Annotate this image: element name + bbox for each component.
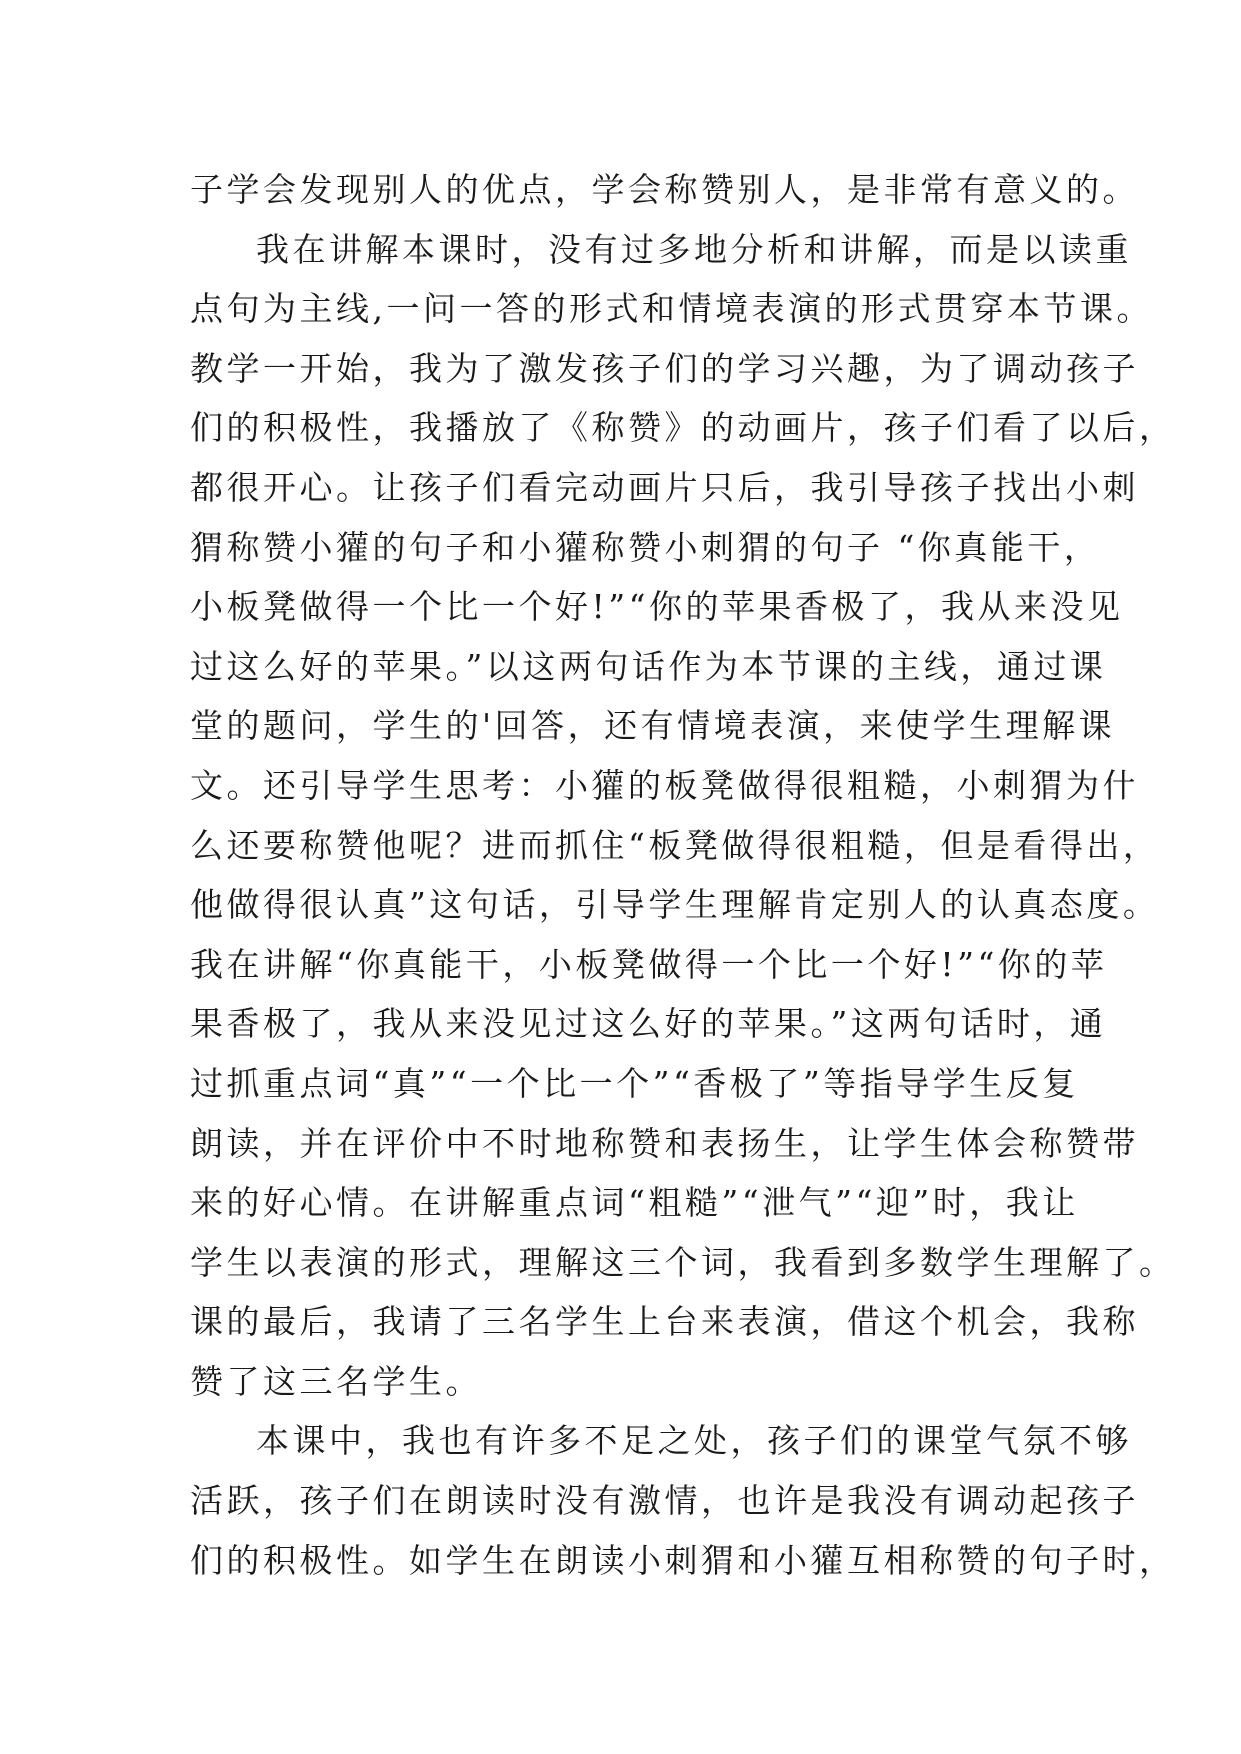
text-line: 教学一开始，我为了激发孩子们的学习兴趣，为了调动孩子 xyxy=(190,348,1139,388)
paragraph-start-line: 我在讲解本课时，没有过多地分析和讲解，而是以读重 xyxy=(256,229,1132,269)
text-line: 学生以表演的形式，理解这三个词，我看到多数学生理解了。 xyxy=(190,1242,1176,1282)
text-line: 堂的题问，学生的'回答，还有情境表演，来使学生理解课 xyxy=(190,706,1116,746)
text-line: 都很开心。让孩子们看完动画片只后，我引导孩子找出小刺 xyxy=(190,467,1139,507)
text-line: 猬称赞小獾的句子和小獾称赞小刺猬的句子 “你真能干， xyxy=(190,527,1101,567)
text-line: 过抓重点词“真”“一个比一个”“香极了”等指导学生反复 xyxy=(190,1063,1079,1103)
text-line: 我在讲解“你真能干，小板凳做得一个比一个好!”“你的苹 xyxy=(190,944,1108,984)
text-line: 他做得很认真”这句话，引导学生理解肯定别人的认真态度。 xyxy=(190,885,1160,925)
text-line: 来的好心情。在讲解重点词“粗糙”“泄气”“迎”时，我让 xyxy=(190,1183,1079,1223)
text-line: 课的最后，我请了三名学生上台来表演，借这个机会，我称 xyxy=(190,1302,1139,1342)
text-line: 文。还引导学生思考：小獾的板凳做得很粗糙，小刺猬为什 xyxy=(190,765,1139,805)
text-line: 点句为主线,一问一答的形式和情境表演的形式贯穿本节课。 xyxy=(190,289,1153,329)
text-line: 们的积极性，我播放了《称赞》的动画片，孩子们看了以后， xyxy=(190,408,1176,448)
paragraph-start-line: 本课中，我也有许多不足之处，孩子们的课堂气氛不够 xyxy=(256,1421,1132,1461)
text-line: 子学会发现别人的优点，学会称赞别人，是非常有意义的。 xyxy=(190,170,1139,209)
text-line: 小板凳做得一个比一个好!”“你的苹果香极了，我从来没见 xyxy=(190,587,1124,627)
text-line: 过这么好的苹果。”以这两句话作为本节课的主线，通过课 xyxy=(190,646,1107,686)
text-line: 们的积极性。如学生在朗读小刺猬和小獾互相称赞的句子时， xyxy=(190,1540,1176,1580)
body-text xyxy=(190,160,1176,1590)
text-line: 活跃，孩子们在朗读时没有激情，也许是我没有调动起孩子 xyxy=(190,1481,1139,1521)
text-line: 赞了这三名学生。 xyxy=(190,1361,482,1401)
text-line: 果香极了，我从来没见过这么好的苹果。”这两句话时，通 xyxy=(190,1004,1107,1044)
text-line: 么还要称赞他呢？进而抓住“板凳做得很粗糙，但是看得出， xyxy=(190,825,1160,865)
text-line: 朗读，并在评价中不时地称赞和表扬生，让学生体会称赞带 xyxy=(190,1123,1139,1163)
